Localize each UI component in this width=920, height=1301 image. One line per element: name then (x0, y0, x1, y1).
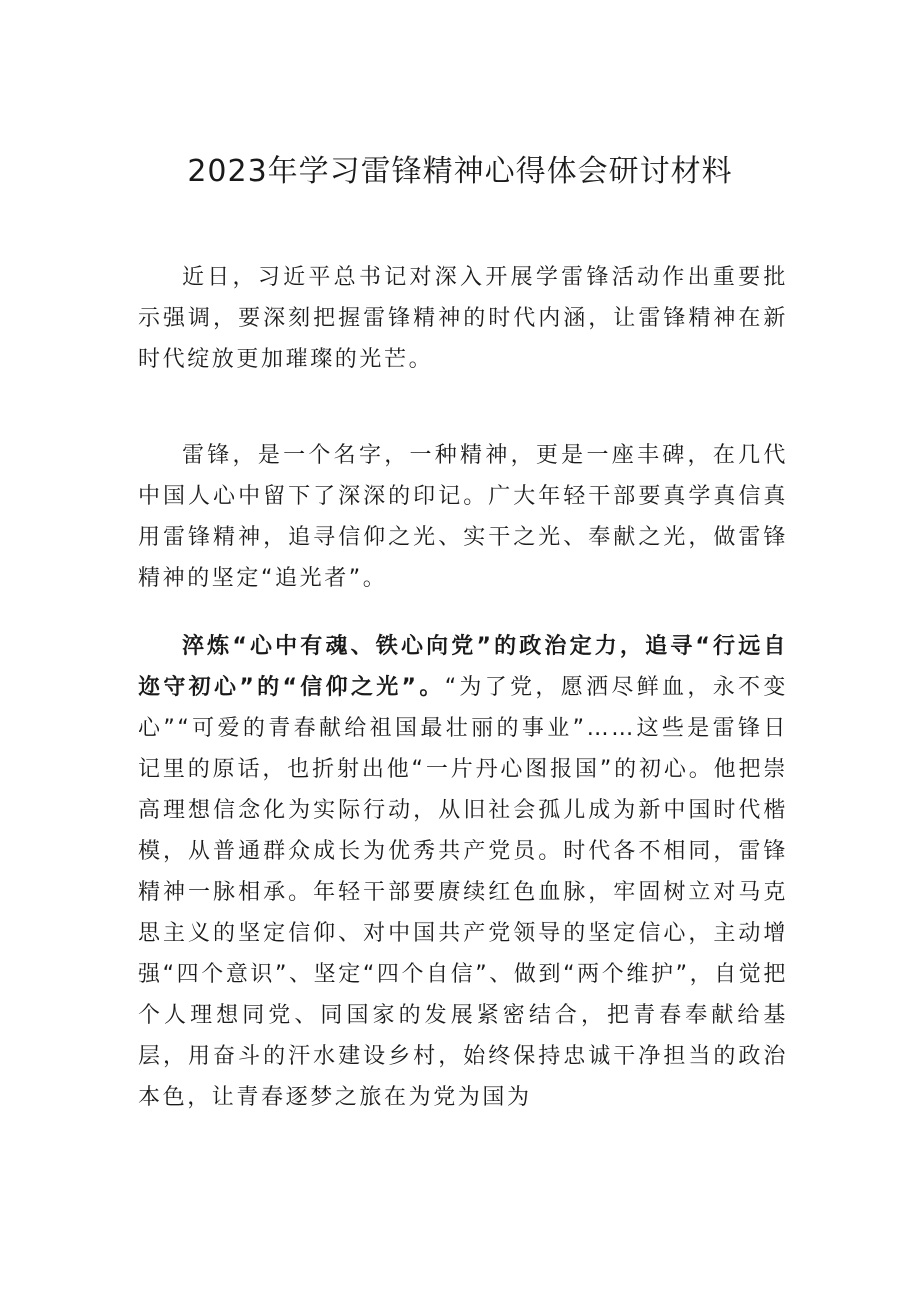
paragraph-text: 近日，习近平总书记对深入开展学雷锋活动作出重要批示强调，要深刻把握雷锋精神的时代内涵，让雷锋精神在新时代绽放更加璀璨的光芒。 (138, 265, 788, 372)
paragraph-faith (138, 626, 788, 1118)
paragraph-lead-heading: 淬炼“心中有魂、铁心向党”的政治定力，追寻“行远自迩守初心”的“信仰之光”。 (138, 634, 788, 700)
paragraph-intro (138, 257, 788, 380)
paragraph-leifeng (138, 435, 788, 599)
paragraph-text: “为了党，愿洒尽鲜血，永不变心”“可爱的青春献给祖国最壮丽的事业”……这些是雷锋日记里的原话，也折射出他“一片丹心图报国”的初心。他把崇高理想信念化为实际行动，从旧社会孤儿成为新中国时代楷模，从普通群众成长为优秀共产党员。时代各不相同，雷锋精神一脉相承。年轻干部要赓续红色血脉，牢固树立对马克思主义的坚定信仰、对中国共产党领导的坚定信心，主动增强“四个意识”、坚定“四个自信”、做到“两个维护”，自觉把个人理想同党、同国家的发展紧密结合，把青春奉献给基层，用奋斗的汗水建设乡村，始终保持忠诚干净担当的政治本色，让青春逐梦之旅在为党为国为 (138, 675, 788, 1110)
paragraph-text: 雷锋，是一个名字，一种精神，更是一座丰碑，在几代中国人心中留下了深深的印记。广大年轻干部要真学真信真用雷锋精神，追寻信仰之光、实干之光、奉献之光，做雷锋精神的坚定“追光者”。 (138, 443, 788, 591)
document-title: 2023年学习雷锋精神心得体会研讨材料 (187, 154, 733, 189)
